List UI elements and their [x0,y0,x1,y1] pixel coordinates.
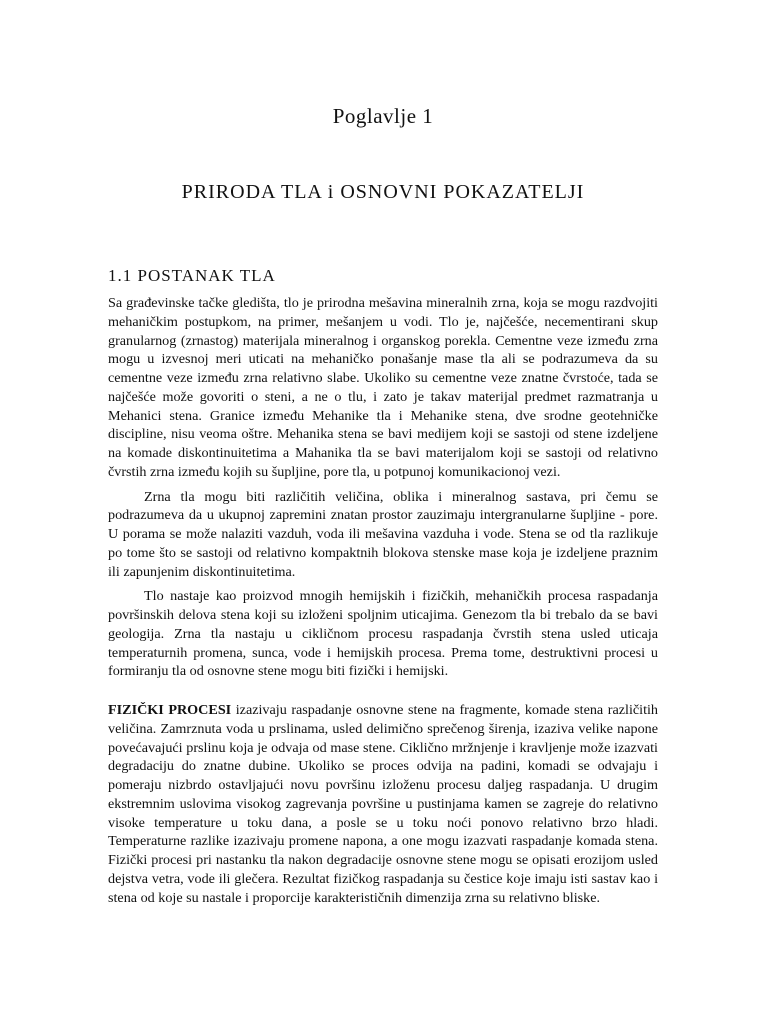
chapter-title: PRIRODA TLA i OSNOVNI POKAZATELJI [181,181,585,203]
document-page [108,0,658,1024]
paragraph-1: Sa građevinske tačke gledišta, tlo je prirodna mešavina mineralnih zrna, koja se mogu razdvojiti mehaničkim postupkom, na primer, mešanjem u vodi. Tlo je, najčešće, necementirani skup granularnog (zrnastog) materijala mineralnog i organskog porekla. Cementne veze između zrna mogu u izvesnoj meri uticati na mehaničko ponašanje mase tla ali se podrazumeva da su cementne veze između zrna relativno slabe. Ukoliko su cementne veze znatne čvrstoće, tada se najčešće može govoriti o steni, a ne o tlu, i zato je takav materijal predmet razmatranja u Mehanici stena. Granice između Mehanike tla i Mehanike stena, dve srodne geotehničke discipline, nisu veoma oštre. Mehanika stena se bavi medijem koji se sastoji od stene izdeljene na komade diskontinuitetima a Mahanika tla se bavi materijalom koji se sastoji od relativno čvrstih zrna između kojih su šupljine, pore tla, u potpunoj komunikacionoj vezi. [108,295,658,480]
chapter-label: Poglavlje 1 [332,104,434,128]
body-text [108,294,658,907]
paragraph-4 [108,701,658,907]
paragraph-3: Tlo nastaje kao proizvod mnogih hemijskih i fizičkih, mehaničkih procesa raspadanja površinskih delova stena koji su izloženi spoljnim uticajima. Genezom tla bi trebalo da se bavi geologija. Zrna tla nastaju u cikličnom procesu raspadanja čvrstih stena usled uticaja temperaturnih promena, sunca, vode i hemijskih procesa. Prema tome, destruktivni procesi u formiranju tla od osnovne stene mogu biti fizički i hemijski. [108,588,658,680]
paragraph-2: Zrna tla mogu biti različitih veličina, oblika i mineralnog sastava, pri čemu se podrazumeva da u ukupnoj zapremini znatan prostor zauzimaju intergranularne šupljine - pore. U porama se može nalaziti vazduh, voda ili mešavina vazduha i vode. Stena se od tla razlikuje po tome što se sastoji od relativno kompaktnih blokova stenske mase koja je izdeljene praznim ili zapunjenim diskontinuitetima. [108,488,658,580]
paragraph-gap [108,681,658,701]
paragraph-4-term: FIZIČKI PROCESI [108,702,232,718]
paragraph-4-body: izazivaju raspadanje osnovne stene na fragmente, komade stena različitih veličina. Zamrznuta voda u prslinama, usled delimično sprečenog širenja, izaziva velike napone povećavajući prslinu koja je odvaja od mase stene. Ciklično mržnjenje i kravljenje može izazvati degradaciju do znatne dubine. Ukoliko se proces odvija na padini, komadi se odvajaju i pomeraju nizbrdo ostavljajući novu površinu izloženu procesu daljeg raspadanja. U drugim ekstremnim uslovima visokog zagrevanja površine u pustinjama kamen se zagreje do relativno visoke temperature u toku dana, a posle se u toku noći ponovo relativno brzo hladi. Temperaturne razlike izazivaju promene napona, a one mogu izazvati raspadanje komada stena. Fizički procesi pri nastanku tla nakon degradacije osnovne stene mogu se opisati erozijom usled dejstva vetra, vode ili glečera. Rezultat fizičkog raspadanja su čestice koje imaju isti sastav kao i stena od koje su nastale i proporcije karakterističnih dimenzija zrna su relativno bliske. [108,702,659,906]
section-heading: 1.1 POSTANAK TLA [108,266,276,285]
